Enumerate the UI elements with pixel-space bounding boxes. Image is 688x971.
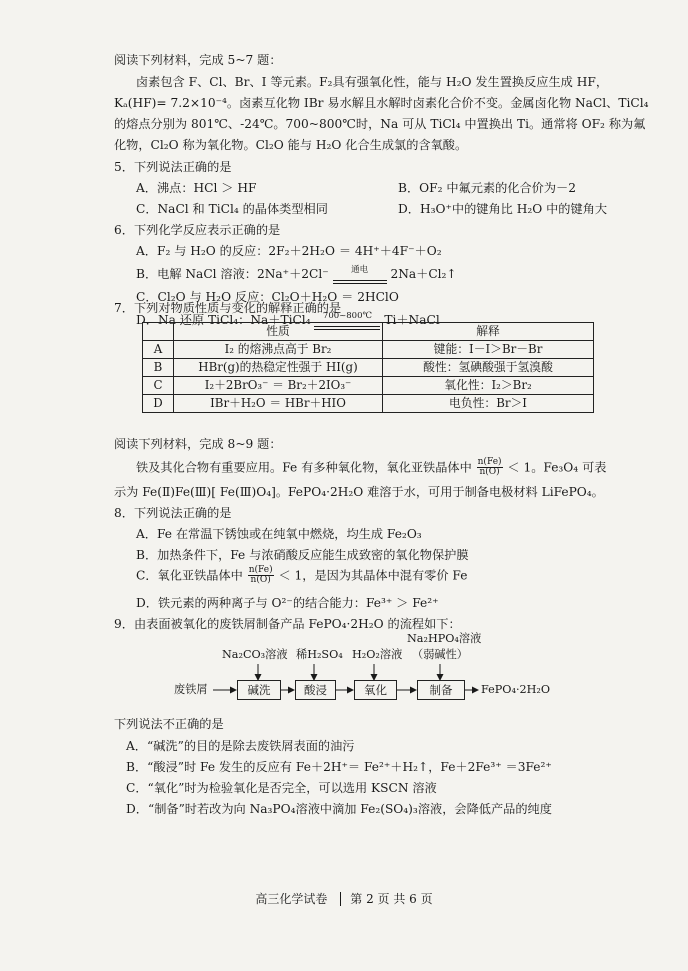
- row-key: D: [143, 395, 174, 413]
- passage-heading-5-7: 阅读下列材料，完成 5~7 题：: [114, 53, 282, 67]
- passage-2-line-2: 示为 Fe(Ⅱ)Fe(Ⅲ)[ Fe(Ⅲ)O₄]。FePO₄·2H₂O 难溶于水，可用于制备电极材料 LiFePO₄。: [114, 485, 604, 499]
- reagent-label: H₂O₂溶液: [352, 648, 403, 661]
- passage-2-line-1-left: 铁及其化合物有重要应用。Fe 有多种氧化物，氧化亚铁晶体中: [136, 460, 472, 475]
- row-key: C: [143, 377, 174, 395]
- passage-line-1: 卤素包含 F、Cl、Br、I 等元素。F₂具有强氧化性，能与 H₂O 发生置换反应生成 HF，: [136, 75, 609, 89]
- footer-page-number: 第 2 页 共 6 页: [350, 892, 433, 906]
- row-explanation: 氧化性：I₂＞Br₂: [383, 377, 594, 395]
- passage-line-4: 化物，Cl₂O 称为氧化物。Cl₂O 能与 H₂O 化合生成氯的含氧酸。: [114, 138, 468, 152]
- row-property: HBr(g)的热稳定性强于 HI(g): [174, 359, 383, 377]
- row-explanation: 键能：I－I＞Br－Br: [383, 341, 594, 359]
- question-5-option-d: D．H₃O⁺中的键角比 H₂O 中的键角大: [398, 202, 608, 216]
- question-9-option-a: A．“碱洗”的目的是除去废铁屑表面的油污: [126, 739, 355, 753]
- question-9-option-b: B．“酸浸”时 Fe 发生的反应有 Fe＋2H⁺＝ Fe²⁺＋H₂↑，Fe＋2Fe³⁺ ＝3Fe²⁺: [126, 760, 552, 774]
- flow-step-box: 氧化: [354, 680, 397, 700]
- question-9-substem: 下列说法不正确的是: [114, 717, 224, 731]
- passage-heading-8-9: 阅读下列材料，完成 8~9 题：: [114, 437, 282, 451]
- reagent-label: Na₂HPO₄溶液: [407, 632, 482, 645]
- footer-title: 高三化学试卷: [255, 892, 328, 906]
- question-6-option-b-right: 2Na＋Cl₂↑: [390, 267, 457, 281]
- flow-product-label: FePO₄·2H₂O: [481, 683, 551, 696]
- question-6-option-d-right: Ti＋NaCl: [384, 313, 440, 327]
- electrolysis-condition: 通电: [351, 264, 369, 275]
- passage-line-2: Kₐ(HF)= 7.2×10⁻⁴。卤素互化物 IBr 易水解且水解时卤素化合价不变。金属卤化物 NaCl、TiCl₄: [114, 96, 649, 110]
- flow-step-box: 制备: [417, 680, 465, 700]
- reagent-label: 稀H₂SO₄: [296, 648, 343, 661]
- question-6-stem: 6．下列化学反应表示正确的是: [114, 223, 281, 237]
- question-8-option-c-left: C．氧化亚铁晶体中: [136, 568, 243, 583]
- row-explanation: 酸性：氢碘酸强于氢溴酸: [383, 359, 594, 377]
- heating-condition: 700~800℃: [322, 310, 373, 321]
- question-9-option-c: C．“氧化”时为检验氧化是否完全，可以选用 KSCN 溶液: [126, 781, 437, 795]
- row-key: B: [143, 359, 174, 377]
- row-property: I₂＋2BrO₃⁻ ＝ Br₂＋2IO₃⁻: [174, 377, 383, 395]
- question-6-option-a: A．F₂ 与 H₂O 的反应：2F₂＋2H₂O ＝ 4H⁺＋4F⁻＋O₂: [136, 244, 442, 258]
- question-8-option-a: A．Fe 在常温下锈蚀或在纯氧中燃烧，均生成 Fe₂O₃: [136, 527, 422, 541]
- question-7-stem: 7．下列对物质性质与变化的解释正确的是: [114, 301, 342, 315]
- fraction-denominator: n(O): [479, 467, 500, 478]
- question-6-option-b-left: B．电解 NaCl 溶液：2Na⁺＋2Cl⁻: [136, 267, 329, 281]
- question-9-stem: 9．由表面被氧化的废铁屑制备产品 FePO₄·2H₂O 的流程如下：: [114, 617, 461, 631]
- question-6-option-c: C．Cl₂O 与 H₂O 反应：Cl₂O＋H₂O ＝ 2HClO: [136, 290, 399, 304]
- fraction-numerator: n(Fe): [248, 565, 273, 575]
- page-footer: [0, 891, 688, 908]
- question-5-option-b: B．OF₂ 中氟元素的化合价为－2: [398, 181, 576, 195]
- row-explanation: 电负性：Br＞I: [383, 395, 594, 413]
- column-header-property: 性质: [174, 323, 383, 341]
- question-5-stem: 5．下列说法正确的是: [114, 160, 232, 174]
- flow-start-label: 废铁屑: [174, 683, 208, 696]
- question-8-option-c-right: ＜ 1，是因为其晶体中混有零价 Fe: [278, 568, 468, 583]
- question-8-option-b: B．加热条件下，Fe 与浓硝酸反应能生成致密的氧化物保护膜: [136, 548, 469, 562]
- question-6-option-d-left: D．Na 还原 TiCl₄：Na＋TiCl₄: [136, 313, 311, 327]
- row-key: A: [143, 341, 174, 359]
- row-property: I₂ 的熔沸点高于 Br₂: [174, 341, 383, 359]
- question-5-option-c: C．NaCl 和 TiCl₄ 的晶体类型相同: [136, 202, 328, 216]
- passage-2-line-1-right: ＜ 1。Fe₃O₄ 可表: [507, 460, 607, 475]
- fraction-numerator: n(Fe): [477, 457, 502, 467]
- flow-step-box: 酸浸: [295, 680, 336, 700]
- question-5-option-a: A．沸点：HCl ＞ HF: [136, 181, 257, 195]
- column-header-explanation: 解释: [383, 323, 594, 341]
- reagent-note: （弱碱性）: [412, 648, 468, 661]
- reagent-label: Na₂CO₃溶液: [222, 648, 288, 661]
- passage-line-3: 的熔点分别为 801℃、-24℃。700~800℃时，Na 可从 TiCl₄ 中置换出 Ti。通常将 OF₂ 称为氟: [114, 117, 646, 131]
- question-9-option-d: D．“制备”时若改为向 Na₃PO₄溶液中滴加 Fe₂(SO₄)₃溶液，会降低产品的纯度: [126, 802, 552, 816]
- flow-step-box: 碱洗: [237, 680, 281, 700]
- question-8-stem: 8．下列说法正确的是: [114, 506, 232, 520]
- question-8-option-d: D．铁元素的两种离子与 O²⁻的结合能力：Fe³⁺ ＞ Fe²⁺: [136, 596, 439, 610]
- fraction-denominator: n(O): [250, 575, 271, 586]
- row-property: IBr＋H₂O ＝ HBr＋HIO: [174, 395, 383, 413]
